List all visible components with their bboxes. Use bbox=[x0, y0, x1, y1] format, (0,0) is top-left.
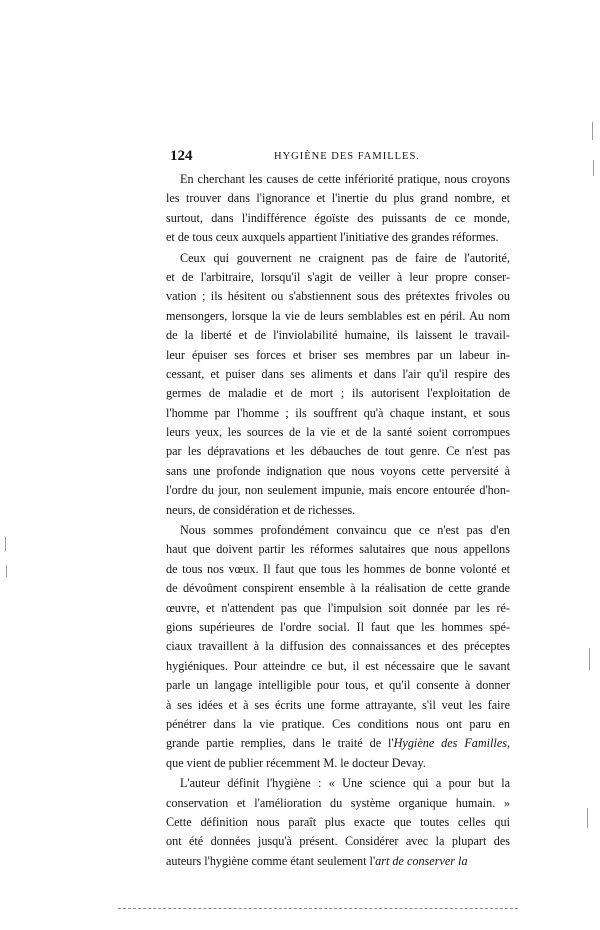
text-line: à ses idées et à ses écrits une forme attrayante, s'il veut les faire bbox=[166, 697, 510, 712]
text-line: L'auteur définit l'hygiène : « Une science qui a pour but la bbox=[180, 776, 510, 791]
text-line: pénétrer dans la vie pratique. Ces conditions nous ont paru en bbox=[166, 716, 510, 731]
text-line: par les dépravations et les débauches de tout genre. Ce n'est pas bbox=[166, 444, 510, 459]
text-line: haut que doivent partir les réformes salutaires que nous appellons bbox=[166, 542, 510, 557]
page-header bbox=[170, 148, 514, 168]
text-line: surtout, dans l'indifférence égoïste des puissants de ce monde, bbox=[166, 210, 510, 225]
text-line: de dévoûment conspirent ensemble à la réalisation de cette grande bbox=[166, 581, 510, 596]
text-line: sans une profonde indignation que nous voyons cette perversité à bbox=[166, 463, 510, 478]
text-line: neurs, de considération et de richesses. bbox=[166, 502, 356, 517]
page-body bbox=[166, 170, 510, 872]
text-line: ciaux travaillent à la diffusion des connaissances et des préceptes bbox=[166, 639, 510, 654]
text-line: auteurs l'hygiène comme étant seulement l'art de conserver la bbox=[166, 853, 468, 868]
text-line: œuvre, et n'attendent pas que l'impulsion soit donnée par les ré- bbox=[166, 600, 510, 615]
text-line: hygiéniques. Pour atteindre ce but, il est nécessaire que le savant bbox=[166, 658, 510, 673]
text-line: de la liberté et de l'inviolabilité humaine, ils laissent le travail- bbox=[166, 328, 510, 343]
paragraph bbox=[166, 249, 510, 520]
text-line: et de l'arbitraire, lorsqu'il s'agit de veiller à leur propre conser- bbox=[166, 269, 510, 284]
text-line: conservation et l'amélioration du système organique humain. » bbox=[166, 795, 510, 810]
text-line: l'homme par l'homme ; ils souffrent qu'à chaque instant, et sous bbox=[166, 405, 510, 420]
paragraph bbox=[166, 774, 510, 871]
text-line: gions supérieures de l'ordre social. Il faut que les hommes spé- bbox=[166, 619, 510, 634]
text-line: leur épuiser ses forces et briser ses membres par un labeur in- bbox=[166, 347, 510, 362]
footer-dashes bbox=[118, 908, 518, 910]
margin-mark bbox=[592, 122, 593, 140]
text-line: parle un langage intelligible pour tous, et qu'il consente à donner bbox=[166, 678, 510, 693]
text-line: les trouver dans l'ignorance et l'inertie du plus grand nombre, et bbox=[166, 191, 510, 206]
text-line: que vient de publier récemment M. le docteur Devay. bbox=[166, 755, 426, 770]
text-line: leurs yeux, les sources de la vie et de la santé soient corrompues bbox=[166, 425, 510, 440]
margin-mark bbox=[5, 537, 6, 551]
margin-mark bbox=[6, 565, 7, 577]
text-line: vation ; ils hésitent ou s'abstiennent sous des prétextes frivoles ou bbox=[166, 289, 510, 304]
text-line: germes de maladie et de mort ; ils autorisent l'exploitation de bbox=[166, 386, 510, 401]
text-line: grande partie remplies, dans le traité de l'Hygiène des Familles, bbox=[166, 736, 511, 751]
text-line: ont été données jusqu'à présent. Considérer avec la plupart des bbox=[166, 834, 510, 849]
paragraph bbox=[166, 170, 510, 248]
text-line: cessant, et puiser dans ses aliments et dans l'air qu'il respire des bbox=[166, 366, 510, 381]
text-line: l'ordre du jour, non seulement impunie, mais encore entourée d'hon- bbox=[166, 483, 510, 498]
running-title: HYGIÈNE DES FAMILLES. bbox=[274, 151, 420, 162]
margin-mark bbox=[587, 808, 588, 828]
text-line: Nous sommes profondément convaincu que ce n'est pas d'en bbox=[180, 523, 510, 538]
text-line: et de tous ceux auxquels appartient l'initiative des grandes réformes. bbox=[166, 230, 499, 245]
text-line: Cette définition nous paraît plus exacte que toutes celles qui bbox=[166, 814, 510, 829]
margin-mark bbox=[589, 648, 590, 670]
text-line: de tous nos vœux. Il faut que tous les hommes de bonne volonté et bbox=[166, 561, 510, 576]
text-line: mensongers, lorsque la vie de leurs semblables est en péril. Au nom bbox=[166, 308, 510, 323]
text-line: En cherchant les causes de cette infériorité pratique, nous croyons bbox=[180, 172, 510, 186]
page-number: 124 bbox=[170, 148, 193, 164]
margin-mark bbox=[593, 160, 594, 176]
text-line: Ceux qui gouvernent ne craignent pas de faire de l'autorité, bbox=[180, 250, 510, 265]
paragraph bbox=[166, 521, 510, 773]
